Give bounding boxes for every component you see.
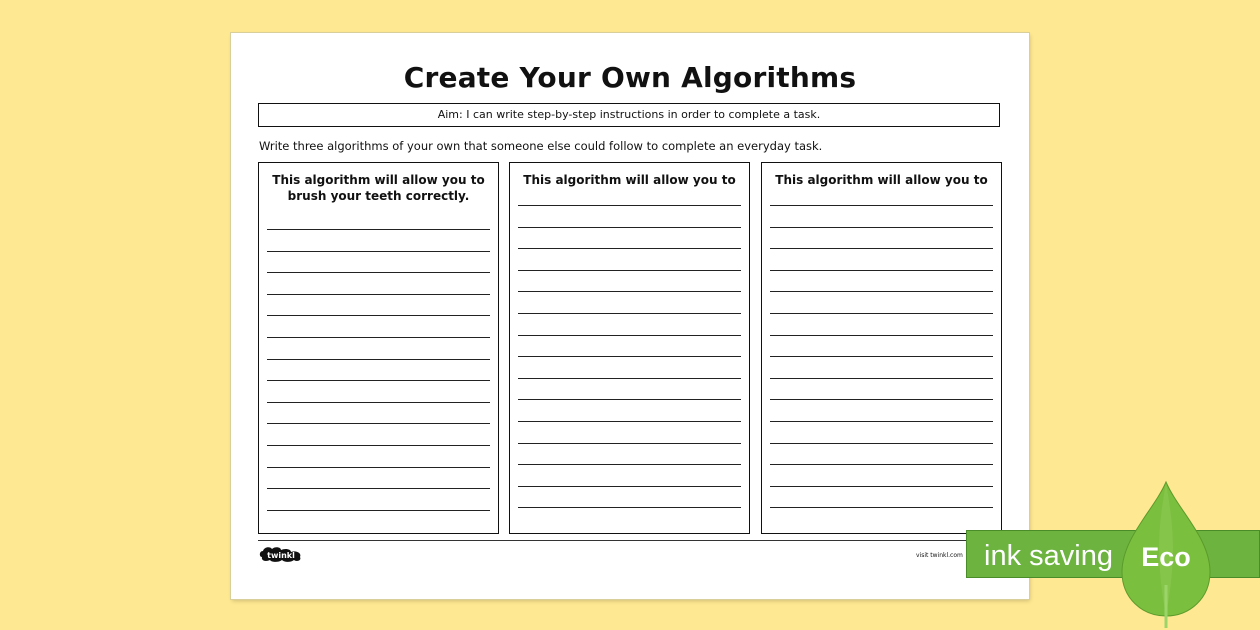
writing-line <box>267 467 490 468</box>
writing-line <box>770 227 993 228</box>
writing-line <box>518 291 741 292</box>
writing-line <box>267 272 490 273</box>
algorithm-box-prompt: This algorithm will allow you to <box>523 173 736 187</box>
writing-line <box>770 313 993 314</box>
writing-line <box>518 421 741 422</box>
writing-line <box>770 270 993 271</box>
writing-line <box>518 486 741 487</box>
algorithm-box-1 <box>258 162 499 534</box>
writing-line <box>770 464 993 465</box>
writing-line <box>770 248 993 249</box>
writing-line <box>770 507 993 508</box>
twinkl-logo <box>258 545 304 563</box>
writing-line <box>518 335 741 336</box>
writing-line <box>518 227 741 228</box>
writing-line <box>267 251 490 252</box>
writing-line <box>770 443 993 444</box>
writing-line <box>267 359 490 360</box>
algorithm-box-example: brush your teeth correctly. <box>287 189 470 203</box>
writing-line <box>518 443 741 444</box>
ink-saving-eco-badge <box>966 480 1260 630</box>
writing-line <box>267 402 490 403</box>
worksheet-title: Create Your Own Algorithms <box>403 61 857 94</box>
writing-line <box>518 270 741 271</box>
algorithm-box-heading <box>518 172 741 188</box>
writing-line <box>770 205 993 206</box>
eco-label: Eco <box>1141 542 1191 572</box>
writing-line <box>770 486 993 487</box>
writing-line <box>267 337 490 338</box>
instruction-text: Write three algorithms of your own that someone else could follow to complete an everyday task. <box>259 139 823 153</box>
writing-line <box>518 356 741 357</box>
writing-line <box>770 335 993 336</box>
writing-line <box>267 510 490 511</box>
algorithm-box-heading <box>267 172 490 204</box>
algorithm-box-prompt: This algorithm will allow you to <box>775 173 988 187</box>
ink-saving-label: ink saving <box>984 540 1113 572</box>
algorithm-box-2 <box>509 162 750 534</box>
writing-line <box>518 205 741 206</box>
footer-divider <box>258 540 1002 541</box>
worksheet-page <box>231 33 1029 599</box>
writing-line <box>518 313 741 314</box>
writing-line <box>770 399 993 400</box>
writing-line <box>518 399 741 400</box>
writing-line <box>518 507 741 508</box>
writing-line <box>267 315 490 316</box>
algorithm-box-prompt: This algorithm will allow you to <box>272 173 485 187</box>
visit-url: visit twinkl.com <box>916 552 963 559</box>
writing-line <box>267 488 490 489</box>
writing-line <box>518 378 741 379</box>
writing-line <box>770 378 993 379</box>
writing-line <box>518 248 741 249</box>
algorithm-box-heading <box>770 172 993 188</box>
writing-line <box>267 445 490 446</box>
writing-line <box>770 421 993 422</box>
writing-line <box>770 291 993 292</box>
svg-text:twinkl: twinkl <box>267 551 295 560</box>
algorithm-box-3 <box>761 162 1002 534</box>
writing-line <box>267 229 490 230</box>
writing-line <box>267 423 490 424</box>
writing-line <box>267 294 490 295</box>
aim-box: Aim: I can write step-by-step instructions in order to complete a task. <box>258 103 1000 127</box>
writing-line <box>518 464 741 465</box>
writing-line <box>267 380 490 381</box>
writing-line <box>770 356 993 357</box>
